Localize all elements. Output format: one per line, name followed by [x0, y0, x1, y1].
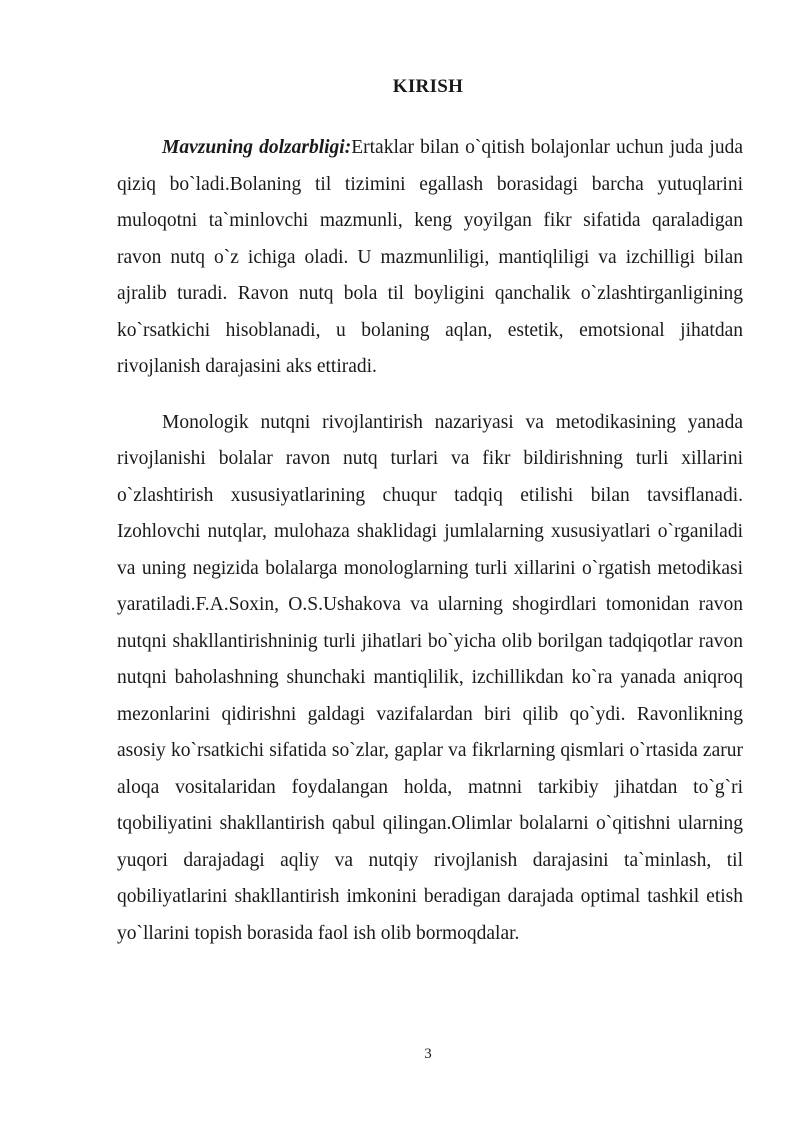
- paragraph-relevance: [117, 130, 743, 386]
- paragraph-monologic: Monologik nutqni rivojlantirish nazariyasi va metodikasining yanada rivojlanishi bolalar ravon nutq turlari va fikr bildirishning turli xillarini o`zlashtirish xususiyatlarining chuqur tadqiq etilishi bilan tavsiflanadi. Izohlovchi nutqlar, mulohaza shaklidagi jumlalarning xususiyatlari o`rganiladi va uning negizida bolalarga monologlarning turli xillarini o`rgatish metodikasi yaratiladi.F.A.Soxin, O.S.Ushakova va ularning shogirdlari tomonidan ravon nutqni shakllantirishninig turli jihatlari bo`yicha olib borilgan tadqiqotlar ravon nutqni baholashning shunchaki mantiqlilik, izchillikdan ko`ra yanada aniqroq mezonlarini qidirishni galdagi vazifalardan biri qilib qo`ydi. Ravonlikning asosiy ko`rsatkichi sifatida so`zlar, gaplar va fikrlarning qismlari o`rtasida zarur aloqa vositalaridan foydalangan holda, matnni tarkibiy jihatdan to`g`ri tqobiliyatini shakllantirish qabul qilingan.Olimlar bolalarni o`qitishni ularning yuqori darajadagi aqliy va nutqiy rivojlanish darajasini ta`minlash, til qobiliyatlarini shakllantirish imkonini beradigan darajada optimal tashkil etish yo`llarini topish borasida faol ish olib bormoqdalar.: [117, 411, 743, 944]
- paragraph-relevance-text: Ertaklar bilan o`qitish bolajonlar uchun juda juda qiziq bo`ladi.Bolaning til tizimini egallash borasidagi barcha yutuqlarini muloqotni ta`minlovchi mazmunli, keng yoyilgan fikr sifatida qaraladigan ravon nutq o`z ichiga oladi. U mazmunliligi, mantiqliligi va izchilligi bilan ajralib turadi. Ravon nutq bola til boyligini qanchalik o`zlashtirganligining ko`rsatkichi hisoblanadi, u bolaning aqlan, estetik, emotsional jihatdan rivojlanish darajasini aks ettiradi.: [117, 137, 743, 377]
- section-heading: KIRISH: [392, 76, 464, 97]
- paragraph-lead: Mavzuning dolzarbligi:: [162, 137, 352, 158]
- body-text: [117, 130, 743, 952]
- page-number: 3: [424, 1046, 432, 1062]
